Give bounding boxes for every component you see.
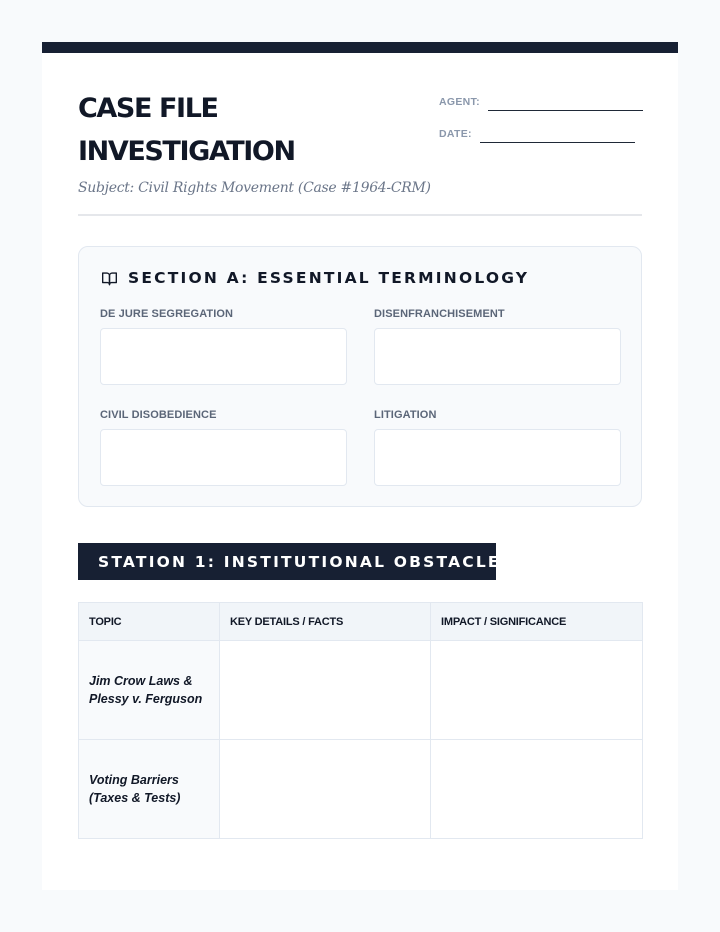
header-divider bbox=[78, 214, 642, 216]
station-1-title: STATION 1: INSTITUTIONAL OBSTACLES bbox=[98, 552, 515, 571]
key-details-cell[interactable] bbox=[220, 641, 431, 740]
term-label-disenfranchisement: DISENFRANCHISEMENT bbox=[374, 308, 505, 320]
table-header-row bbox=[79, 603, 643, 641]
page-title bbox=[78, 87, 378, 173]
topic-line: Voting Barriers bbox=[89, 773, 179, 787]
table-row bbox=[79, 641, 643, 740]
term-label-civil-disobedience: CIVIL DISOBEDIENCE bbox=[100, 409, 217, 421]
term-input-litigation[interactable] bbox=[374, 429, 621, 486]
key-details-cell[interactable] bbox=[220, 740, 431, 839]
impact-cell[interactable] bbox=[431, 641, 643, 740]
case-subject: Subject: Civil Rights Movement (Case #1964-CRM) bbox=[78, 180, 431, 196]
date-field bbox=[439, 123, 635, 143]
worksheet-page bbox=[42, 42, 678, 890]
topic-cell bbox=[79, 641, 220, 740]
title-line-2: INVESTIGATION bbox=[78, 136, 295, 167]
term-label-de-jure-segregation: DE JURE SEGREGATION bbox=[100, 308, 234, 320]
date-label: DATE: bbox=[439, 128, 472, 140]
title-line-1: CASE FILE bbox=[78, 93, 218, 124]
column-header-impact: IMPACT / SIGNIFICANCE bbox=[431, 603, 643, 641]
table-row bbox=[79, 740, 643, 839]
agent-label: AGENT: bbox=[439, 96, 480, 108]
agent-input-line[interactable] bbox=[488, 96, 643, 111]
section-a-title: SECTION A: ESSENTIAL TERMINOLOGY bbox=[128, 269, 530, 287]
term-label-litigation: LITIGATION bbox=[374, 409, 437, 421]
open-book-icon bbox=[101, 271, 118, 286]
term-input-civil-disobedience[interactable] bbox=[100, 429, 347, 486]
term-input-disenfranchisement[interactable] bbox=[374, 328, 621, 385]
impact-cell[interactable] bbox=[431, 740, 643, 839]
station-1-banner bbox=[78, 543, 515, 580]
station-1-table bbox=[78, 602, 643, 839]
column-header-topic: TOPIC bbox=[79, 603, 220, 641]
topic-line: Plessy v. Ferguson bbox=[89, 692, 203, 706]
term-input-de-jure-segregation[interactable] bbox=[100, 328, 347, 385]
topic-cell bbox=[79, 740, 220, 839]
top-accent-bar bbox=[42, 42, 678, 53]
section-a-header bbox=[101, 269, 529, 287]
date-input-line[interactable] bbox=[480, 128, 635, 143]
agent-field bbox=[439, 91, 643, 111]
section-a-terminology bbox=[78, 246, 642, 507]
topic-line: Jim Crow Laws & bbox=[89, 674, 193, 688]
topic-line: (Taxes & Tests) bbox=[89, 791, 181, 805]
column-header-key-details: KEY DETAILS / FACTS bbox=[220, 603, 431, 641]
